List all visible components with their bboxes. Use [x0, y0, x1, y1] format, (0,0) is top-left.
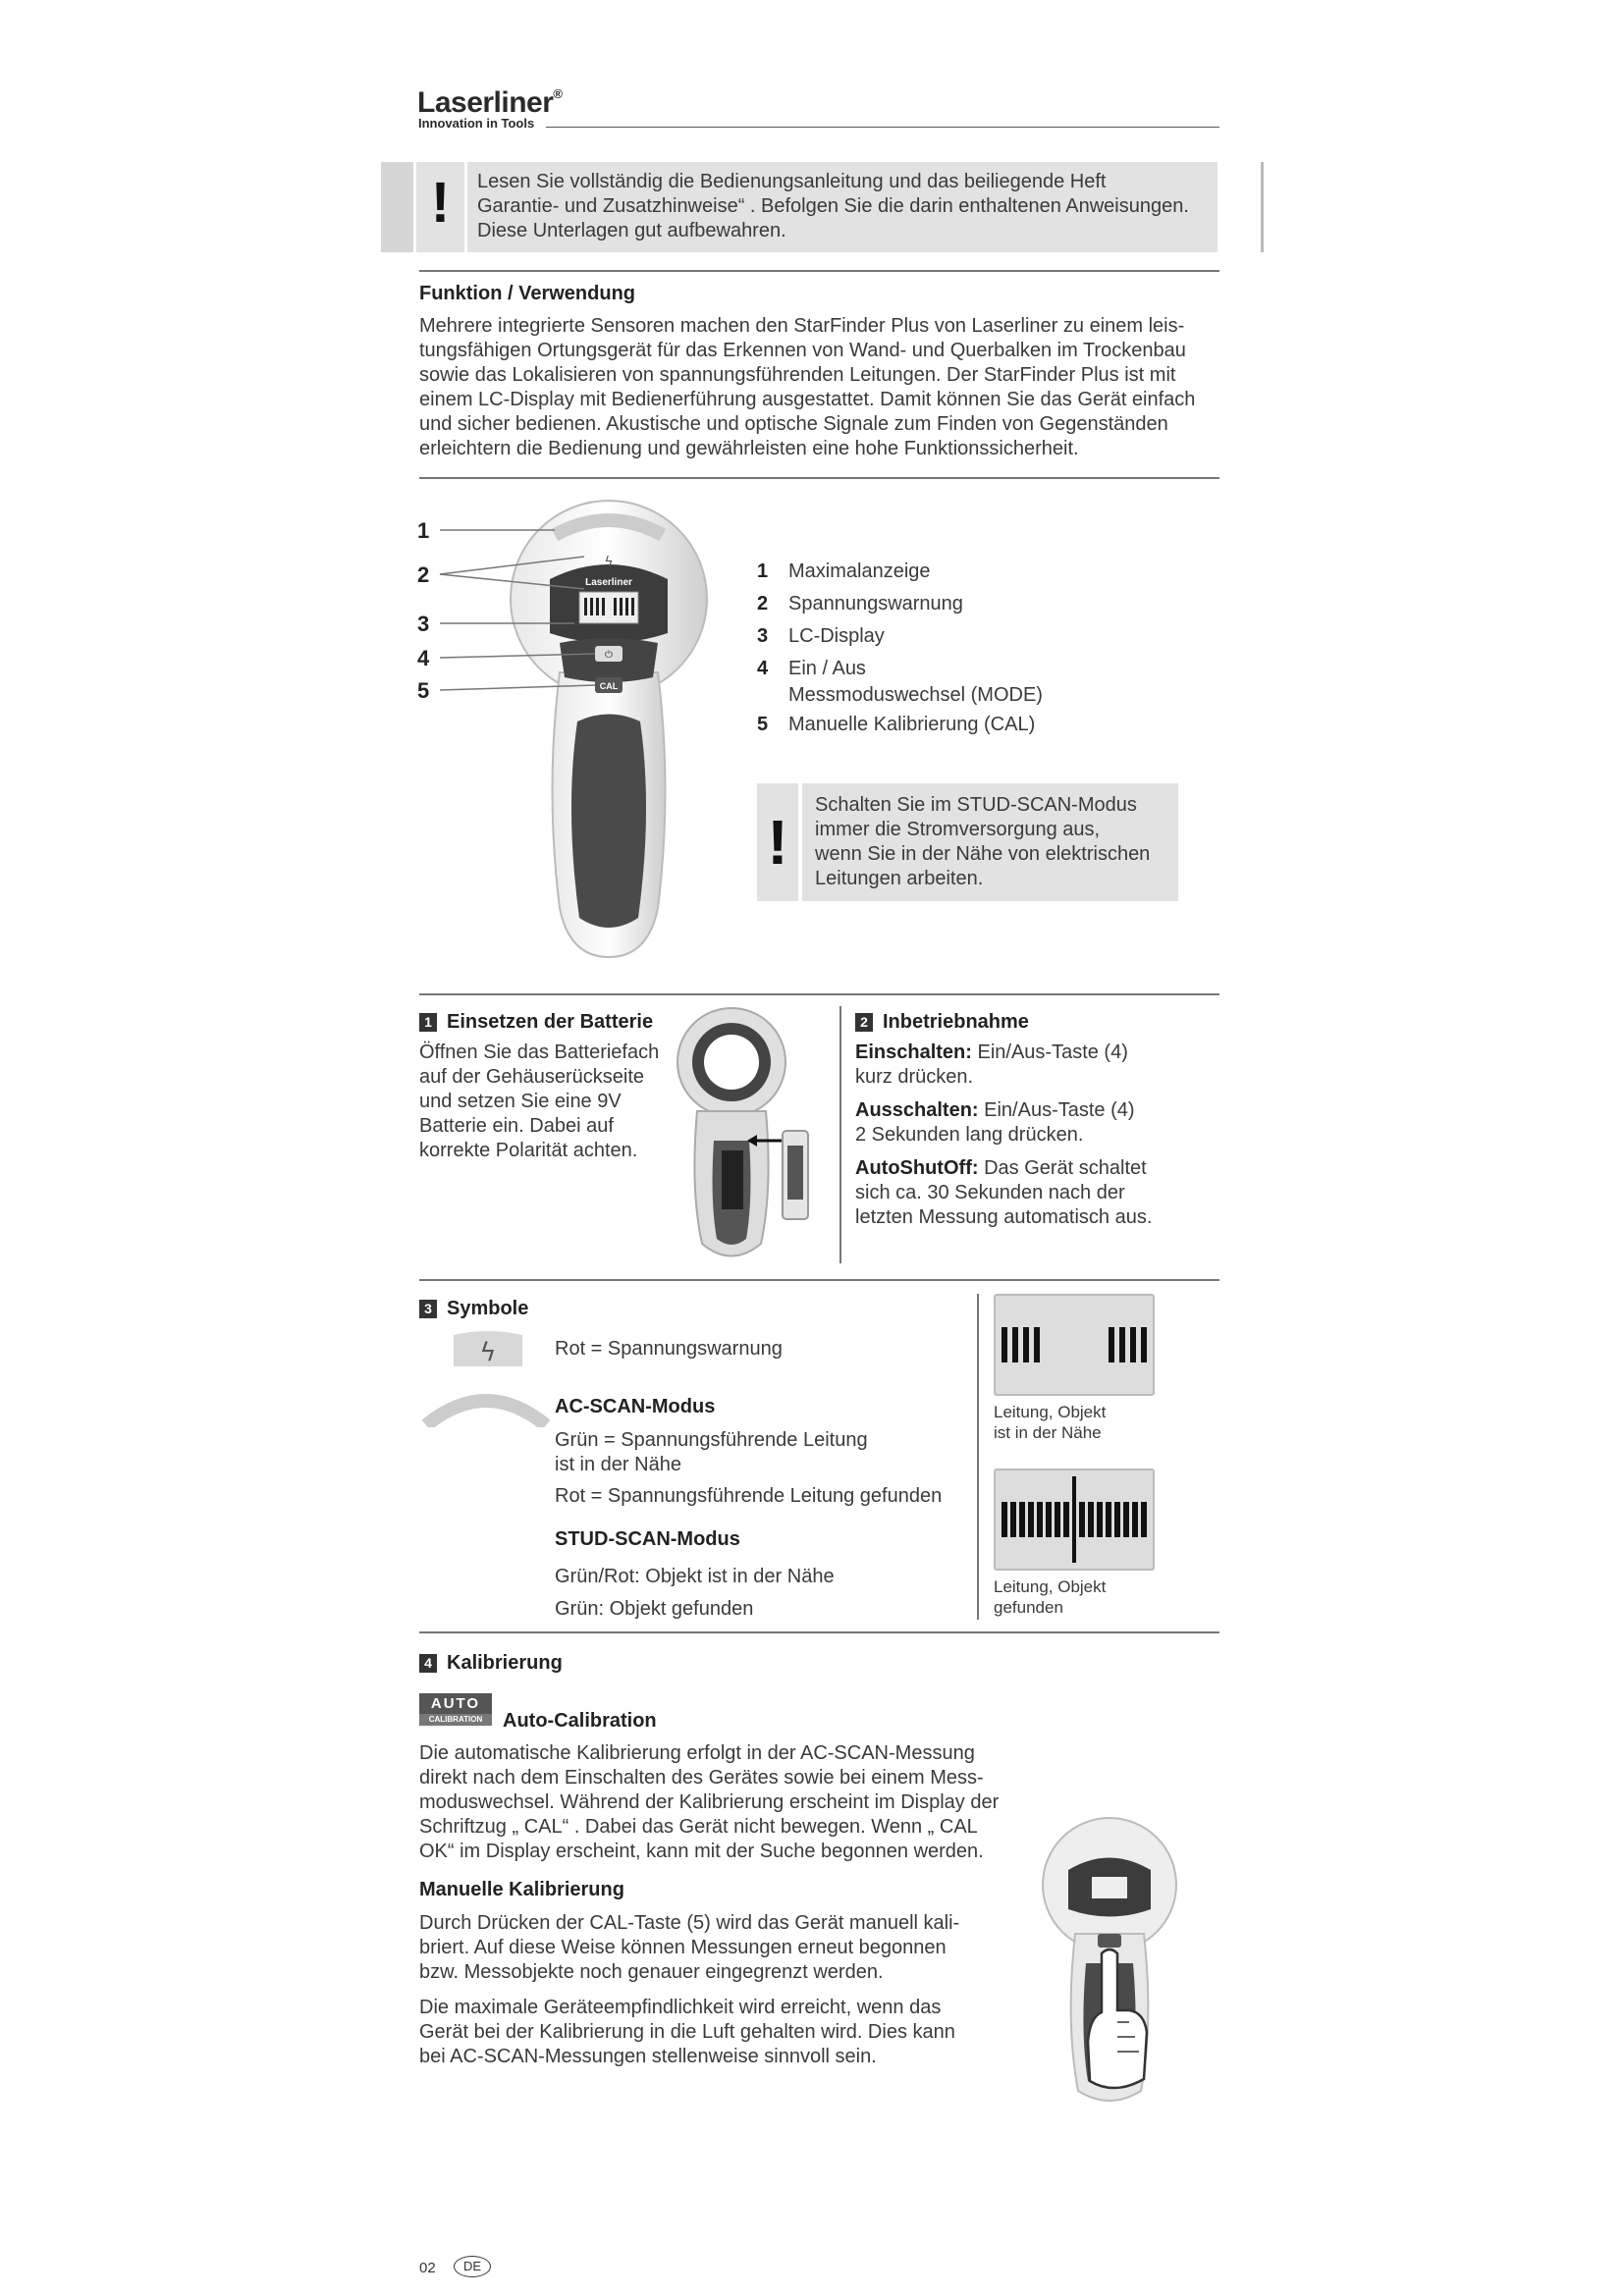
- top-warning-line: Diese Unterlagen gut aufbewahren.: [477, 220, 786, 241]
- section2-text: [855, 1041, 1152, 1230]
- function-paragraph: [419, 314, 1195, 461]
- top-warning-text: [477, 170, 1189, 243]
- device-brand: Laserliner: [585, 577, 632, 588]
- brand-reg: ®: [553, 86, 564, 101]
- device-grip: [571, 715, 646, 929]
- svg-text:ϟ: ϟ: [479, 1338, 497, 1367]
- function-line: erleichtern die Bedienung und gewährleisten eine hohe Funktionssicherheit.: [419, 438, 1079, 459]
- voltage-warning-icon: ϟ: [604, 555, 614, 570]
- ac-scan-line: Grün = Spannungsführende Leitung: [555, 1429, 868, 1451]
- max-sensitivity-text: Die maximale Geräteempfindlichkeit wird erreicht, wenn das Gerät bei der Kalibrierung in die Luft gehalten wird. Dies kann bei AC-SCAN-Messungen stellenweise sinnvoll sein.: [419, 1997, 955, 2067]
- rule: [419, 270, 1219, 272]
- section1-text: [419, 1041, 659, 1163]
- stud-warning-text: [815, 793, 1150, 891]
- section1-heading: 1 Einsetzen der Batterie: [419, 1011, 653, 1034]
- auto-calibration-text: Die automatische Kalibrierung erfolgt in der AC-SCAN-Messung direkt nach dem Einschalten des Gerätes sowie bei einem Mess- moduswechsel. Während der Kalibrierung erscheint im Display der Schriftzug „ CAL“ . Dabei das Gerät nicht bewegen. Wenn „ CAL OK“ im Display erscheint, kann mit der Suche begonnen werden.: [419, 1742, 1000, 1862]
- stud-warning-exclamation-icon: !: [767, 807, 788, 878]
- bars-left: [1001, 1502, 1069, 1537]
- callout-2: 2: [417, 562, 430, 587]
- rule: [419, 1279, 1219, 1281]
- stud-warning-line: Leitungen arbeiten.: [815, 868, 984, 889]
- bars-right: [1109, 1327, 1147, 1362]
- legend-item-3: 3 LC-Display: [757, 625, 885, 647]
- function-line: und sicher bedienen. Akustische und optische Signale zum Finden von Gegenständen: [419, 413, 1168, 435]
- display1-caption: Leitung, Objekt ist in der Nähe: [994, 1403, 1107, 1442]
- device-diagram: [412, 496, 736, 967]
- callout-4: 4: [417, 646, 430, 670]
- rule: [419, 993, 1219, 995]
- stud-scan-line: Grün/Rot: Objekt ist in der Nähe: [555, 1566, 835, 1587]
- section4-heading: 4 Kalibrierung: [419, 1652, 563, 1675]
- stud-scan-text: [555, 1561, 835, 1626]
- bars-left: [1001, 1327, 1040, 1362]
- function-line: sowie das Lokalisieren von spannungsführenden Leitungen. Der StarFinder Plus ist mit: [419, 364, 1176, 386]
- section1-line: und setzen Sie eine 9V: [419, 1091, 622, 1112]
- stud-scan-line: Grün: Objekt gefunden: [555, 1598, 754, 1620]
- stud-warning-line: Schalten Sie im STUD-SCAN-Modus: [815, 794, 1137, 816]
- voltage-warning-symbol: [450, 1327, 526, 1370]
- auto-calibration-heading: Auto-Calibration: [503, 1710, 657, 1732]
- rule: [419, 1631, 1219, 1633]
- badge-bottom: CALIBRATION: [419, 1714, 492, 1726]
- ac-scan-line: Rot = Spannungsführende Leitung gefunden: [555, 1485, 943, 1507]
- brand-name: Laserliner: [417, 86, 554, 119]
- ac-scan-heading: AC-SCAN-Modus: [555, 1396, 716, 1417]
- stud-warning-line: wenn Sie in der Nähe von elektrischen: [815, 843, 1151, 865]
- column-divider: [977, 1294, 979, 1620]
- top-warning-right-edge: [1261, 162, 1264, 252]
- legend-item-1: 1 Maximalanzeige: [757, 561, 931, 582]
- top-warning-line: Lesen Sie vollständig die Bedienungsanleitung und das beiliegende Heft: [477, 171, 1107, 192]
- manual-calibration-text: Durch Drücken der CAL-Taste (5) wird das Gerät manuell kali- briert. Auf diese Weise können Messungen erneut begonnen bzw. Messobjekte noch genauer eingegrenzt werden.: [419, 1912, 960, 1983]
- top-warning-line: Garantie- und Zusatzhinweise“ . Befolgen Sie die darin enthaltenen Anweisungen.: [477, 195, 1189, 217]
- ac-scan-text: [555, 1428, 942, 1509]
- column-divider: [839, 1006, 841, 1263]
- legend: [757, 556, 1043, 741]
- language-badge: DE: [454, 2256, 491, 2277]
- legend-item-5: 5 Manuelle Kalibrierung (CAL): [757, 714, 1036, 735]
- section1-line: Batterie ein. Dabei auf: [419, 1115, 614, 1137]
- calibration-hand-diagram: [1031, 1816, 1188, 2110]
- cal-button-label: CAL: [599, 681, 619, 691]
- section2-item-ausschalten: Ausschalten: Ein/Aus-Taste (4) 2 Sekunden lang drücken.: [855, 1099, 1135, 1146]
- ac-scan-line: ist in der Nähe: [555, 1454, 681, 1475]
- max-indicator-symbol: [422, 1386, 550, 1427]
- section1-line: korrekte Polarität achten.: [419, 1140, 638, 1161]
- section3-heading: 3 Symbole: [419, 1298, 528, 1320]
- function-line: Mehrere integrierte Sensoren machen den StarFinder Plus von Laserliner zu einem leis-: [419, 315, 1185, 337]
- brand-logo: [417, 86, 563, 120]
- rule: [419, 477, 1219, 479]
- function-line: einem LC-Display mit Bedienerführung ausgestattet. Damit können Sie das Gerät einfach: [419, 389, 1196, 410]
- top-warning-exclamation-icon: !: [430, 171, 451, 235]
- function-heading: Funktion / Verwendung: [419, 283, 635, 304]
- callout-5: 5: [417, 678, 430, 703]
- legend-item-2: 2 Spannungswarnung: [757, 593, 963, 614]
- center-line: [1072, 1476, 1076, 1563]
- function-line: tungsfähigen Ortungsgerät für das Erkennen von Wand- und Querbalken im Trockenbau: [419, 340, 1186, 361]
- rot-warning-text: Rot = Spannungswarnung: [555, 1338, 783, 1360]
- brand-tagline: Innovation in Tools: [418, 116, 535, 131]
- stud-warning-line: immer die Stromversorgung aus,: [815, 819, 1101, 840]
- top-warning-side-bar: [381, 162, 413, 252]
- section2-heading: 2 Inbetriebnahme: [855, 1011, 1029, 1034]
- battery-diagram: [673, 1003, 820, 1268]
- manual-calibration-heading: Manuelle Kalibrierung: [419, 1879, 624, 1900]
- page-number: 02: [419, 2260, 436, 2276]
- lc-display: [579, 592, 638, 623]
- auto-calibration-badge: [419, 1693, 492, 1726]
- header-rule: [546, 127, 1219, 128]
- section2-item-autoshutoff: AutoShutOff: Das Gerät schaltet sich ca. 30 Sekunden nach der letzten Messung automatisch aus.: [855, 1157, 1153, 1228]
- section2-item-einschalten: Einschalten: Ein/Aus-Taste (4) kurz drücken.: [855, 1041, 1128, 1088]
- badge-top: AUTO: [419, 1693, 492, 1714]
- callout-3: 3: [417, 612, 430, 636]
- section1-line: auf der Gehäuserückseite: [419, 1066, 645, 1088]
- callout-1: 1: [417, 518, 430, 543]
- display2-caption: Leitung, Objekt gefunden: [994, 1577, 1107, 1617]
- display-object-near: [994, 1294, 1155, 1396]
- power-icon: ⏻: [605, 650, 613, 661]
- stud-scan-heading: STUD-SCAN-Modus: [555, 1528, 740, 1550]
- display-object-found: [994, 1468, 1155, 1571]
- section1-line: Öffnen Sie das Batteriefach: [419, 1041, 660, 1063]
- legend-item-4: 4 Ein / Aus Messmoduswechsel (MODE): [757, 658, 1043, 706]
- bars-right: [1079, 1502, 1147, 1537]
